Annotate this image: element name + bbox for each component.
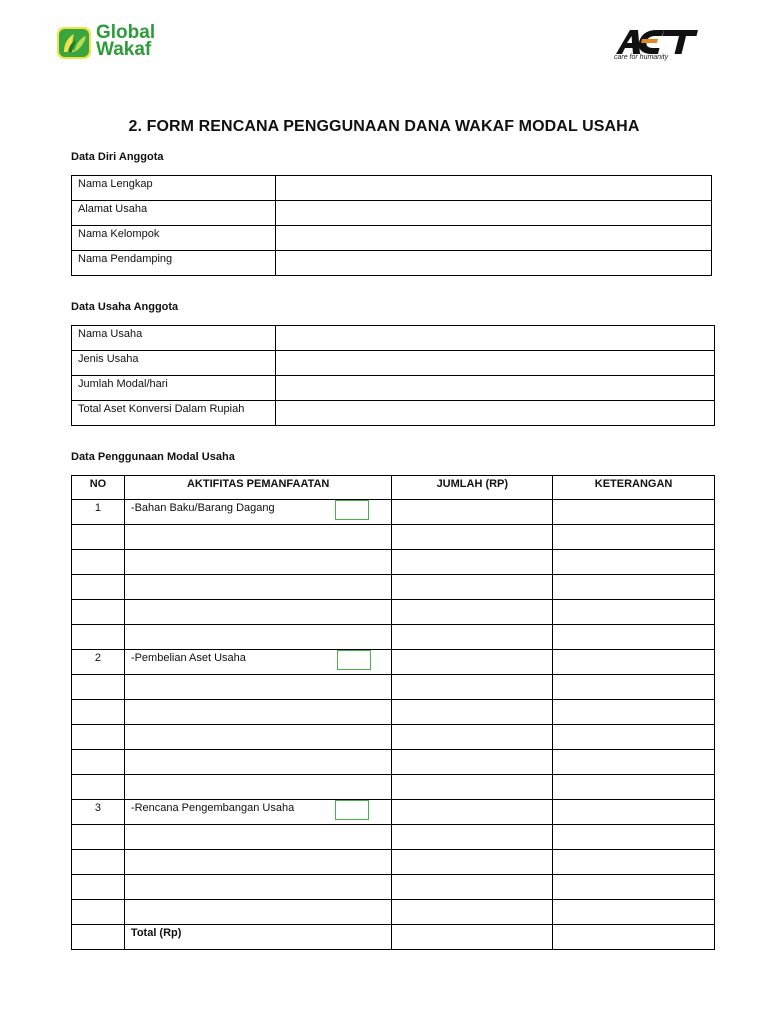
column-header-no: NO: [72, 476, 125, 500]
section-label-data-usaha: Data Usaha Anggota: [71, 301, 179, 313]
row-number: [72, 675, 125, 700]
table-row: [72, 226, 712, 251]
table-row: [72, 575, 715, 600]
jumlah-cell[interactable]: [392, 850, 553, 875]
activity-cell[interactable]: [124, 750, 392, 775]
keterangan-cell[interactable]: [553, 750, 715, 775]
row-number: [72, 625, 125, 650]
table-row: [72, 775, 715, 800]
checkbox-bahan-baku[interactable]: [335, 500, 369, 520]
field-label: Jenis Usaha: [72, 351, 276, 376]
field-value-alamat-usaha[interactable]: [276, 201, 712, 226]
row-number: [72, 525, 125, 550]
jumlah-cell[interactable]: [392, 800, 553, 825]
row-number: [72, 750, 125, 775]
jumlah-cell[interactable]: [392, 550, 553, 575]
activity-cell[interactable]: [124, 575, 392, 600]
table-row: [72, 500, 715, 525]
table-row: [72, 700, 715, 725]
total-label: Total (Rp): [124, 925, 392, 950]
table-row: [72, 650, 715, 675]
keterangan-cell[interactable]: [553, 675, 715, 700]
column-header-aktifitas: AKTIFITAS PEMANFAATAN: [124, 476, 392, 500]
table-row: [72, 900, 715, 925]
keterangan-cell[interactable]: [553, 625, 715, 650]
row-number: 3: [72, 800, 125, 825]
table-row: [72, 850, 715, 875]
jumlah-cell[interactable]: [392, 600, 553, 625]
activity-cell: [124, 650, 392, 675]
jumlah-cell[interactable]: [392, 575, 553, 600]
row-number: [72, 700, 125, 725]
row-number: [72, 825, 125, 850]
row-number: [72, 850, 125, 875]
field-label: Nama Pendamping: [72, 251, 276, 276]
field-value-nama-pendamping[interactable]: [276, 251, 712, 276]
keterangan-cell[interactable]: [553, 650, 715, 675]
row-number: 2: [72, 650, 125, 675]
table-row: [72, 825, 715, 850]
keterangan-cell[interactable]: [553, 775, 715, 800]
jumlah-cell[interactable]: [392, 625, 553, 650]
field-value-nama-usaha[interactable]: [276, 326, 715, 351]
table-row: [72, 376, 715, 401]
table-row: [72, 750, 715, 775]
table-row: [72, 675, 715, 700]
activity-label: -Bahan Baku/Barang Dagang: [130, 502, 275, 514]
penggunaan-modal-table: [71, 475, 715, 950]
keterangan-cell[interactable]: [553, 525, 715, 550]
keterangan-cell[interactable]: [553, 900, 715, 925]
field-value-total-aset[interactable]: [276, 401, 715, 426]
table-row: [72, 525, 715, 550]
keterangan-cell[interactable]: [553, 725, 715, 750]
row-number: [72, 925, 125, 950]
table-header-row: [72, 476, 715, 500]
keterangan-cell[interactable]: [553, 575, 715, 600]
form-title: 2. FORM RENCANA PENGGUNAAN DANA WAKAF MODAL USAHA: [128, 118, 640, 135]
data-diri-table: [71, 175, 712, 276]
field-label: Nama Lengkap: [72, 176, 276, 201]
activity-cell[interactable]: [124, 775, 392, 800]
field-value-jenis-usaha[interactable]: [276, 351, 715, 376]
logo-word-global: Global: [96, 22, 156, 43]
field-value-nama-kelompok[interactable]: [276, 226, 712, 251]
global-wakaf-wordmark: [96, 24, 155, 58]
jumlah-cell[interactable]: [392, 900, 553, 925]
section-label-penggunaan-modal: Data Penggunaan Modal Usaha: [71, 451, 235, 463]
table-row: [72, 251, 712, 276]
total-row: [72, 925, 715, 950]
keterangan-cell[interactable]: [553, 825, 715, 850]
total-keterangan-cell[interactable]: [553, 925, 715, 950]
row-number: 1: [72, 500, 125, 525]
jumlah-cell[interactable]: [392, 675, 553, 700]
data-usaha-table: [71, 325, 715, 426]
checkbox-rencana-pengembangan[interactable]: [335, 800, 369, 820]
activity-cell[interactable]: [124, 900, 392, 925]
leaf-logo-icon: [56, 26, 92, 60]
act-logo: [612, 24, 712, 68]
global-wakaf-logo: [56, 24, 186, 66]
table-row: [72, 800, 715, 825]
act-logo-icon: [612, 24, 702, 58]
activity-label: -Pembelian Aset Usaha: [130, 652, 246, 664]
row-number: [72, 900, 125, 925]
jumlah-cell[interactable]: [392, 650, 553, 675]
jumlah-cell[interactable]: [392, 775, 553, 800]
activity-cell: [124, 800, 392, 825]
field-label: Alamat Usaha: [72, 201, 276, 226]
activity-cell[interactable]: [124, 550, 392, 575]
table-row: [72, 176, 712, 201]
row-number: [72, 600, 125, 625]
keterangan-cell[interactable]: [553, 850, 715, 875]
table-row: [72, 351, 715, 376]
field-value-nama-lengkap[interactable]: [276, 176, 712, 201]
checkbox-pembelian-aset[interactable]: [337, 650, 371, 670]
table-row: [72, 875, 715, 900]
jumlah-cell[interactable]: [392, 525, 553, 550]
act-tagline: care for humanity: [614, 54, 669, 61]
activity-cell[interactable]: [124, 525, 392, 550]
table-row: [72, 625, 715, 650]
column-header-jumlah: JUMLAH (RP): [392, 476, 553, 500]
keterangan-cell[interactable]: [553, 550, 715, 575]
activity-cell[interactable]: [124, 850, 392, 875]
section-label-data-diri: Data Diri Anggota: [71, 151, 164, 163]
keterangan-cell[interactable]: [553, 600, 715, 625]
row-number: [72, 725, 125, 750]
activity-cell[interactable]: [124, 675, 392, 700]
activity-cell: [124, 500, 392, 525]
column-header-keterangan: KETERANGAN: [553, 476, 715, 500]
jumlah-cell[interactable]: [392, 700, 553, 725]
row-number: [72, 775, 125, 800]
table-row: [72, 600, 715, 625]
jumlah-cell[interactable]: [392, 725, 553, 750]
field-label: Nama Usaha: [72, 326, 276, 351]
jumlah-cell[interactable]: [392, 875, 553, 900]
jumlah-cell[interactable]: [392, 825, 553, 850]
keterangan-cell[interactable]: [553, 800, 715, 825]
field-label: Nama Kelompok: [72, 226, 276, 251]
table-row: [72, 201, 712, 226]
keterangan-cell[interactable]: [553, 500, 715, 525]
table-row: [72, 326, 715, 351]
activity-cell[interactable]: [124, 600, 392, 625]
table-row: [72, 725, 715, 750]
keterangan-cell[interactable]: [553, 875, 715, 900]
keterangan-cell[interactable]: [553, 700, 715, 725]
field-label: Jumlah Modal/hari: [72, 376, 276, 401]
row-number: [72, 575, 125, 600]
activity-cell[interactable]: [124, 725, 392, 750]
activity-cell[interactable]: [124, 700, 392, 725]
row-number: [72, 550, 125, 575]
table-row: [72, 401, 715, 426]
table-row: [72, 550, 715, 575]
jumlah-cell[interactable]: [392, 500, 553, 525]
total-jumlah-cell[interactable]: [392, 925, 553, 950]
row-number: [72, 875, 125, 900]
activity-cell[interactable]: [124, 875, 392, 900]
field-label: Total Aset Konversi Dalam Rupiah: [72, 401, 276, 426]
field-value-jumlah-modal[interactable]: [276, 376, 715, 401]
jumlah-cell[interactable]: [392, 750, 553, 775]
activity-cell[interactable]: [124, 825, 392, 850]
activity-label: -Rencana Pengembangan Usaha: [130, 802, 295, 814]
activity-cell[interactable]: [124, 625, 392, 650]
logo-word-wakaf: Wakaf: [96, 39, 152, 60]
